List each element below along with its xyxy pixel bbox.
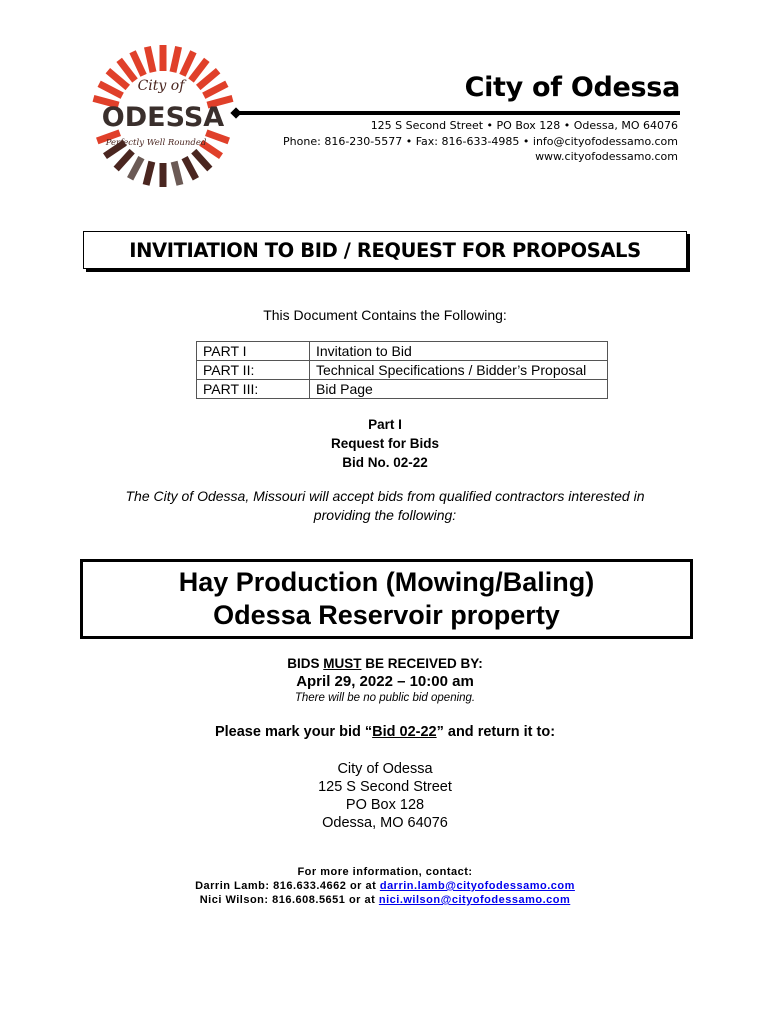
intro-line2: providing the following: [313,507,457,523]
mark-bid-number: Bid 02-22 [372,724,437,740]
logo-ray [119,60,135,81]
part-label: PART I [197,342,310,361]
part-heading-line3: Bid No. 02-22 [342,455,428,470]
document-parts-table [196,341,608,399]
return-address-line1: City of Odessa [337,761,433,777]
logo-ray [116,151,132,169]
project-title-line1: Hay Production (Mowing/Baling) [178,567,595,597]
intro-line1: The City of Odessa, Missouri will accept bids from qualified contractors interested in [125,488,645,504]
logo-ray [194,151,210,169]
contents-intro: This Document Contains the Following: [263,307,507,323]
contact-nici [0,894,770,906]
logo-ray [191,60,207,81]
logo-ray [130,158,141,179]
table-row [197,361,608,380]
logo-ray [198,71,218,88]
logo-ray [146,162,152,185]
deadline-note: There will be no public bid opening. [294,692,476,704]
document-title-box [83,231,687,269]
contact-darrin [0,880,770,892]
part-description: Invitation to Bid [310,342,608,361]
return-address-line3: PO Box 128 [345,797,425,813]
part-label: PART III: [197,380,310,399]
org-name: City of Odessa [464,72,680,103]
mark-bid-suffix: ” and return it to: [436,724,556,740]
deadline-heading [0,656,770,671]
logo-ray [147,47,153,72]
logo-ray [133,52,144,76]
table-row [197,380,608,399]
part-description: Technical Specifications / Bidder’s Proposal [310,361,608,380]
deadline-suffix: BE RECEIVED BY: [361,656,483,671]
contact-email-link[interactable]: nici.wilson@cityofodessamo.com [378,894,571,906]
contact-label: Nici Wilson: 816.608.5651 or at [199,894,379,906]
part-heading-line1: Part I [368,417,402,432]
part-heading [0,415,770,472]
logo-ray [206,133,229,141]
deadline-must: MUST [323,656,362,671]
intro-paragraph [0,487,770,525]
contact-label: Darrin Lamb: 816.633.4662 or at [195,880,380,892]
header-divider [238,111,680,115]
part-description: Bid Page [310,380,608,399]
project-title-line2: Odessa Reservoir property [213,600,560,630]
logo-ray [99,84,122,96]
logo-city-of-text: City of [137,78,185,94]
deadline-datetime: April 29, 2022 – 10:00 am [296,673,474,690]
mark-bid-prefix: Please mark your bid “ [214,724,373,740]
logo-ray [185,158,196,179]
contact-heading: For more information, contact: [297,866,473,878]
org-contact-line: Phone: 816-230-5577 • Fax: 816-633-4985 • info@cityofodessamo.com [283,135,678,148]
contact-email-link[interactable]: darrin.lamb@cityofodessamo.com [379,880,575,892]
city-of-odessa-logo [88,42,238,192]
part-heading-line2: Request for Bids [330,436,439,451]
org-address: 125 S Second Street • PO Box 128 • Odessa, MO 64076 [370,119,678,132]
return-address [0,760,770,832]
document-title: INVITIATION TO BID / REQUEST FOR PROPOSALS [129,238,641,262]
org-website: www.cityofodessamo.com [535,150,678,163]
table-row [197,342,608,361]
logo-ray [174,162,180,185]
return-address-line2: 125 S Second Street [318,779,452,795]
logo-odessa-text: ODESSA [101,102,225,133]
logo-ray [173,47,179,72]
project-title-box [80,559,693,639]
logo-ray [108,71,128,88]
logo-ray [204,84,227,96]
logo-ray [182,52,193,76]
return-address-line4: Odessa, MO 64076 [322,815,448,831]
deadline-prefix: BIDS [287,656,324,671]
logo-tagline-text: Perfectly Well Rounded [105,138,207,148]
part-label: PART II: [197,361,310,380]
mark-bid-instruction [0,724,770,740]
